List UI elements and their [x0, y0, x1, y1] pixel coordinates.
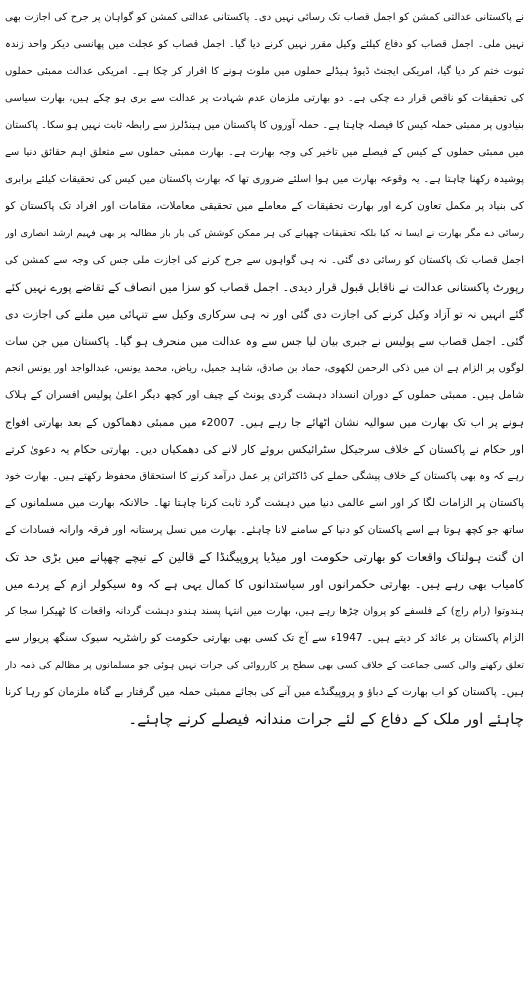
article-line: رسائی دے مگر بھارت نے ایسا نہ کیا بلکہ تحقیقات چھپانے کی ہر ممکن کوشش کی بار بار مطالبہ پر بھی فہیم ارشد انصاری اور [5, 228, 524, 239]
article-line: شامل ہیں۔ ممبئی حملوں کے دوران انسداد دہشت گردی یونٹ کے چیف اور کچھ دیگر اعلیٰ پولیس افسران کے ہلاک [5, 389, 524, 401]
article-line: لوگوں پر الزام ہے ان میں ذکی الرحمن لکھوی، حماد بن صادق، شاہد جمیل، ریاض، محمد یونس، عبدالواجد اور یونس انجم [5, 363, 524, 374]
article-line: ساتھ جو کچھ ہوتا ہے اسے پاکستان کو دنیا کے سامنے لانا چاہئے۔ بھارت میں نسل پرستانہ اور فرقہ وارانہ فسادات کے [5, 524, 524, 536]
article-line: میں ممبئی حملوں کے کیس کے فیصلے میں تاخیر کی وجہ بھارت ہے۔ بھارت ممبئی حملوں سے متعلق اہم حقائق دنیا سے [5, 147, 524, 158]
article-line: ہیں۔ پاکستان کو اب بھارت کے دباؤ و پروپیگنڈے میں آنے کی بجائے ممبئی حملہ میں گرفتار بے گناہ ملزمان کو رہا کرنا [5, 686, 524, 698]
article-line: کامیاب بھی رہے ہیں۔ بھارتی حکمرانوں اور سیاستدانوں کا کمال یہی ہے کہ وہ سیکولر ازم کے پردے میں [5, 577, 524, 591]
article-line: الزام پاکستان پر عائد کر دیتے ہیں۔ 1947ء سے آج تک کسی بھی بھارتی حکومت کو راشٹریہ سیوک سنگھ پریوار سے [5, 632, 524, 644]
article-line: بنیادوں پر ممبئی حملہ کیس کا فیصلہ چاہتا ہے۔ حملہ آوروں کا پاکستان میں ہینڈلرز سے رابطہ ثابت نہیں ہو سکا۔ پاکستان [5, 120, 524, 131]
article-line: گئے انہیں نہ تو آزاد وکیل کرنے کی اجازت دی گئی اور نہ ہی سرکاری وکیل سے تنہائی میں ملنے کی اجازت دی [5, 308, 524, 321]
article-line: اجمل قصاب تک پاکستان کو رسائی دی گئی۔ نہ ہی گواہوں سے جرح کرنے کی اجازت ملی جس کی وجہ سے کمشن کی [5, 255, 524, 266]
article-line: رہے کہ وہ بھی پاکستان کے خلاف پیشگی حملے کی ڈاکٹرائن پر عمل درآمد کرنے کا استحقاق محفوظ رکھتے ہیں۔ بھارت خود [5, 471, 524, 482]
article-line: ہونے پر اب تک بھارت میں سوالیہ نشان اٹھائے جا رہے ہیں۔ 2007ء میں ممبئی دھماکوں کے بعد بھارتی افواج [5, 416, 524, 429]
article-line: کی تحقیقات کو ناقص قرار دے چکی ہے۔ دو بھارتی ملزمان عدم شہادت پر عدالت سے بری ہو چکے ہیں، بھارت سیاسی [5, 93, 524, 104]
article-line: نہیں ملی۔ اجمل قصاب کو دفاع کیلئے وکیل مقرر نہیں کرنے دیا گیا۔ اجمل قصاب کو عجلت میں پھانسی دیکر واحد زندہ [5, 39, 524, 50]
article-line: پاکستان پر الزامات لگا کر اور اسے عالمی دنیا میں دہشت گرد ثابت کرنا چاہتا تھا۔ حالانکہ بھارت میں مسلمانوں کے [5, 497, 524, 509]
article-line: اور حکام نے پاکستان کے خلاف سرجیکل سٹرائیکس بروئے کار لانے کی دھمکیاں دیں۔ بھارتی حکام یہ دعویٰ کرتے [5, 443, 524, 456]
article-line: رپورٹ پاکستانی عدالت نے ناقابل قبول قرار دیدی۔ اجمل قصاب کو سزا میں انصاف کے تقاضے پورے نہیں کئے [5, 280, 524, 294]
article-line: چاہئے اور ملک کے دفاع کے لئے جرات مندانہ فیصلے کرنے چاہئے۔ [128, 710, 524, 728]
article-line: کی بنیاد پر مکمل تعاون کرے اور بھارت تحقیقات کے معاملے میں تحقیقی معاملات، مقامات اور افراد تک پاکستان کو [5, 200, 524, 212]
article-line: پوشیدہ رکھنا چاہتا ہے۔ یہ وقوعہ بھارت میں ہوا اسلئے ضروری تھا کہ بھارت پاکستان میں کیس کی تحقیقات کیلئے برابری [5, 174, 524, 185]
article-line: تعلق رکھنے والی کسی جماعت کے خلاف کسی بھی سطح پر کارروائی کی جرات نہیں ہوئی جو مسلمانوں پر مظالم کی ذمہ دار [5, 660, 524, 671]
article-line: ہندوتوا (رام راج) کے فلسفے کو پروان چڑھا رہے ہیں، بھارت میں انتہا پسند ہندو دہشت گردانہ واقعات کا ٹھیکرا سجا کر [5, 606, 524, 617]
article-line: ان گنت ہولناک واقعات کو بھارتی حکومت اور میڈیا پروپیگنڈا کے قالین کے نیچے چھپانے میں بڑی حد تک [5, 550, 524, 564]
article-line: ثبوت ختم کر دیا گیا، امریکی ایجنٹ ڈیوڈ ہیڈلے حملوں میں ملوث ہونے کا اقرار کر چکا ہے۔ امریکی عدالت ممبئی حملوں [5, 66, 524, 77]
article-body [5, 4, 524, 733]
article-line: نے پاکستانی عدالتی کمشن کو اجمل قصاب تک رسائی نہیں دی۔ پاکستانی عدالتی کمشن کو گواہان پر جرح کی اجازت بھی [5, 12, 524, 23]
article-line: گئی۔ اجمل قصاب سے پولیس نے جبری بیان لیا جس سے وہ عدالت میں منحرف ہو گیا۔ پاکستان میں جن سات [5, 335, 524, 348]
